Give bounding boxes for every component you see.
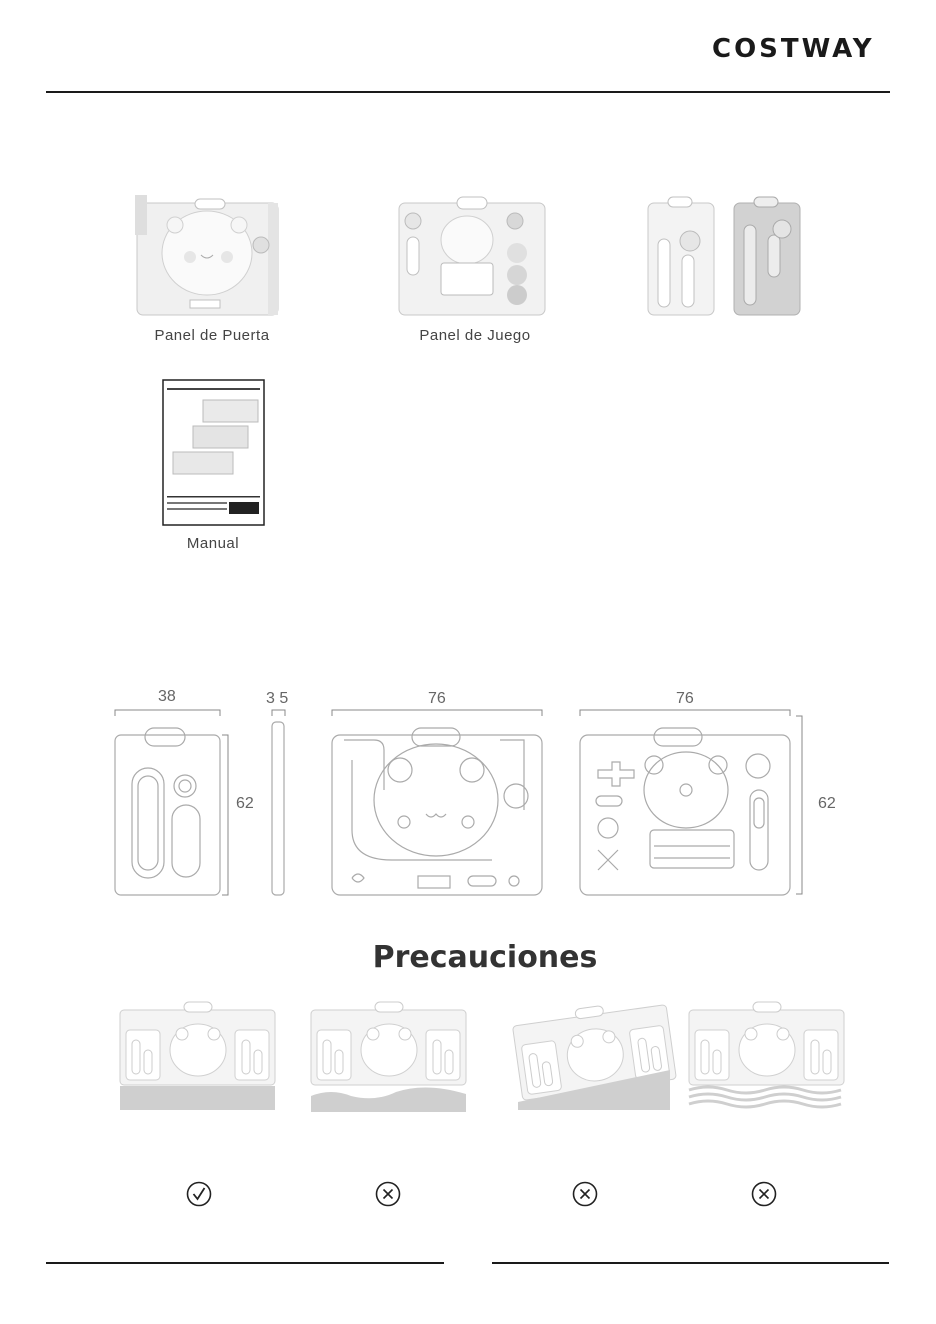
footer-rule-right <box>492 1262 889 1264</box>
cross-icon <box>572 1181 598 1207</box>
dim-game-panel-width: 76 <box>676 690 694 707</box>
dim-panel-thickness: 3 5 <box>266 690 289 707</box>
game-panel-label: Panel de Juego <box>419 327 531 344</box>
precautions-title: Precauciones <box>372 940 598 975</box>
manual-label: Manual <box>186 535 240 552</box>
cross-icon <box>375 1181 401 1207</box>
dim-height-left: 62 <box>236 795 254 812</box>
dim-door-panel-width: 76 <box>428 690 446 707</box>
brand-logo: COSTWAY <box>712 34 875 64</box>
door-panel-label: Panel de Puerta <box>154 327 270 344</box>
check-icon <box>186 1181 212 1207</box>
footer-rule-left <box>46 1262 444 1264</box>
dim-height-right: 62 <box>818 795 836 812</box>
dim-panel-width: 38 <box>158 688 176 705</box>
cross-icon <box>751 1181 777 1207</box>
